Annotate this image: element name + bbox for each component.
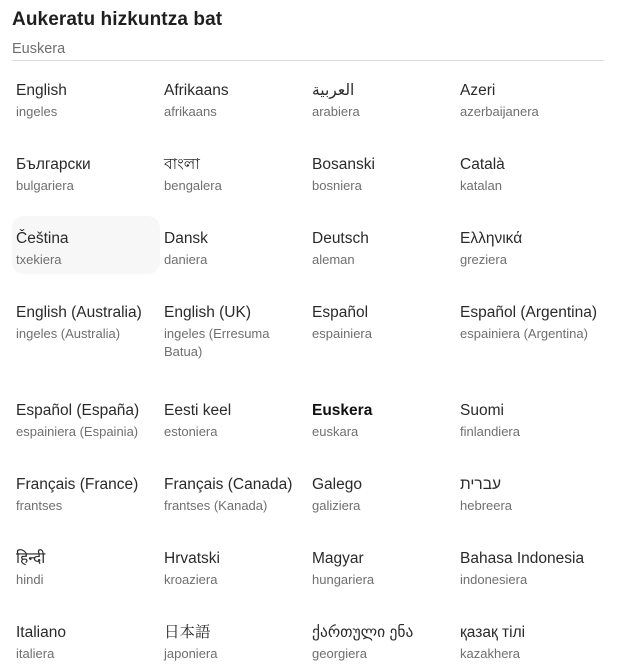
language-local-name: kroaziera bbox=[164, 572, 218, 587]
language-native-name: Български bbox=[16, 156, 91, 173]
language-native-name: עברית bbox=[460, 476, 501, 493]
language-local-name: txekiera bbox=[16, 252, 62, 267]
language-local-name: euskara bbox=[312, 424, 359, 439]
language-row bbox=[12, 290, 604, 388]
language-local-name: katalan bbox=[460, 178, 502, 193]
language-local-name: espainiera (Argentina) bbox=[460, 326, 588, 341]
language-native-name: Català bbox=[460, 156, 505, 173]
language-native-name: Deutsch bbox=[312, 230, 369, 247]
language-local-name: hindi bbox=[16, 572, 44, 587]
language-row bbox=[12, 388, 604, 462]
language-option-catalan[interactable] bbox=[456, 142, 604, 216]
language-row bbox=[12, 68, 604, 142]
language-local-name: aleman bbox=[312, 252, 355, 267]
language-local-name: ingeles bbox=[16, 104, 58, 119]
language-grid bbox=[12, 68, 604, 664]
language-native-name: Dansk bbox=[164, 230, 208, 247]
language-native-name: Français (Canada) bbox=[164, 476, 293, 493]
language-row bbox=[12, 142, 604, 216]
language-option-czech[interactable] bbox=[12, 216, 160, 274]
language-native-name: Afrikaans bbox=[164, 82, 229, 99]
language-local-name: hungariera bbox=[312, 572, 375, 587]
language-option-galician[interactable] bbox=[308, 462, 456, 536]
language-native-name: English (Australia) bbox=[16, 304, 142, 321]
language-option-finnish[interactable] bbox=[456, 388, 604, 462]
language-option-french-france[interactable] bbox=[12, 462, 160, 536]
language-native-name: Hrvatski bbox=[164, 550, 220, 567]
language-native-name: বাংলা bbox=[164, 156, 200, 173]
language-native-name: English bbox=[16, 82, 67, 99]
language-option-indonesian[interactable] bbox=[456, 536, 604, 610]
language-local-name: japoniera bbox=[164, 646, 218, 661]
language-row bbox=[12, 216, 604, 290]
language-native-name: Bahasa Indonesia bbox=[460, 550, 585, 567]
divider bbox=[12, 60, 604, 61]
language-native-name: Español (Argentina) bbox=[460, 304, 597, 321]
language-option-french-canada[interactable] bbox=[160, 462, 308, 536]
language-local-name: bosniera bbox=[312, 178, 362, 193]
language-local-name: estoniera bbox=[164, 424, 218, 439]
language-local-name: italiera bbox=[16, 646, 55, 661]
language-option-hungarian[interactable] bbox=[308, 536, 456, 610]
language-option-danish[interactable] bbox=[160, 216, 308, 290]
language-option-azeri[interactable] bbox=[456, 68, 604, 142]
language-native-name: Čeština bbox=[16, 230, 69, 247]
language-option-german[interactable] bbox=[308, 216, 456, 290]
language-option-italian[interactable] bbox=[12, 610, 160, 664]
language-native-name: Eesti keel bbox=[164, 402, 232, 419]
language-native-name: Magyar bbox=[312, 550, 364, 567]
language-local-name: greziera bbox=[460, 252, 507, 267]
language-option-bosnian[interactable] bbox=[308, 142, 456, 216]
language-native-name: हिन्दी bbox=[16, 550, 46, 567]
language-option-basque-selected[interactable] bbox=[308, 388, 456, 462]
language-native-name: Français (France) bbox=[16, 476, 139, 493]
language-row bbox=[12, 536, 604, 610]
language-native-name: Español bbox=[312, 304, 369, 321]
language-local-name: frantses bbox=[16, 498, 63, 513]
language-row bbox=[12, 610, 604, 664]
language-local-name: georgiera bbox=[312, 646, 367, 661]
language-option-afrikaans[interactable] bbox=[160, 68, 308, 142]
language-local-name: finlandiera bbox=[460, 424, 520, 439]
language-option-bulgarian[interactable] bbox=[12, 142, 160, 216]
language-local-name: afrikaans bbox=[164, 104, 217, 119]
language-native-name: English (UK) bbox=[164, 304, 251, 321]
language-native-name: Bosanski bbox=[312, 156, 375, 173]
language-option-spanish-spain[interactable] bbox=[12, 388, 160, 462]
language-option-hindi[interactable] bbox=[12, 536, 160, 610]
language-native-name: Suomi bbox=[460, 402, 504, 419]
language-option-spanish[interactable] bbox=[308, 290, 456, 388]
language-local-name: bulgariera bbox=[16, 178, 74, 193]
language-native-name: Euskera bbox=[312, 402, 373, 419]
language-native-name: Galego bbox=[312, 476, 362, 493]
language-option-english-australia[interactable] bbox=[12, 290, 160, 388]
language-local-name: bengalera bbox=[164, 178, 222, 193]
language-option-greek[interactable] bbox=[456, 216, 604, 290]
language-native-name: العربية bbox=[312, 82, 355, 99]
language-local-name: indonesiera bbox=[460, 572, 528, 587]
language-option-english[interactable] bbox=[12, 68, 160, 142]
language-native-name: ქართული ენა bbox=[312, 624, 414, 641]
dialog-title: Aukeratu hizkuntza bat bbox=[12, 9, 223, 30]
language-native-name: Español (España) bbox=[16, 402, 140, 419]
language-local-name: kazakhera bbox=[460, 646, 520, 661]
language-option-arabic[interactable] bbox=[308, 68, 456, 142]
language-option-spanish-argentina[interactable] bbox=[456, 290, 604, 388]
language-local-name: frantses (Kanada) bbox=[164, 498, 268, 513]
language-local-name: espainiera bbox=[312, 326, 372, 341]
language-native-name: Ελληνικά bbox=[460, 230, 523, 247]
language-native-name: 日本語 bbox=[164, 624, 211, 641]
language-local-name: espainiera (Espainia) bbox=[16, 424, 139, 439]
current-language: Euskera bbox=[12, 41, 66, 57]
language-local-name: ingeles (Australia) bbox=[16, 326, 121, 341]
language-option-georgian[interactable] bbox=[308, 610, 456, 664]
language-option-hebrew[interactable] bbox=[456, 462, 604, 536]
language-option-bengali[interactable] bbox=[160, 142, 308, 216]
language-local-name: azerbaijanera bbox=[460, 104, 539, 119]
language-option-estonian[interactable] bbox=[160, 388, 308, 462]
language-option-japanese[interactable] bbox=[160, 610, 308, 664]
language-option-croatian[interactable] bbox=[160, 536, 308, 610]
language-row bbox=[12, 462, 604, 536]
language-local-name: ingeles (Erresuma Batua) bbox=[164, 326, 270, 359]
language-local-name: daniera bbox=[164, 252, 208, 267]
language-local-name: arabiera bbox=[312, 104, 360, 119]
language-option-kazakh[interactable] bbox=[456, 610, 604, 664]
language-native-name: Azeri bbox=[460, 82, 496, 99]
language-native-name: Italiano bbox=[16, 624, 66, 641]
language-local-name: galiziera bbox=[312, 498, 361, 513]
language-option-english-uk[interactable] bbox=[160, 290, 308, 388]
language-local-name: hebreera bbox=[460, 498, 513, 513]
language-native-name: қазақ тілі bbox=[460, 624, 526, 641]
